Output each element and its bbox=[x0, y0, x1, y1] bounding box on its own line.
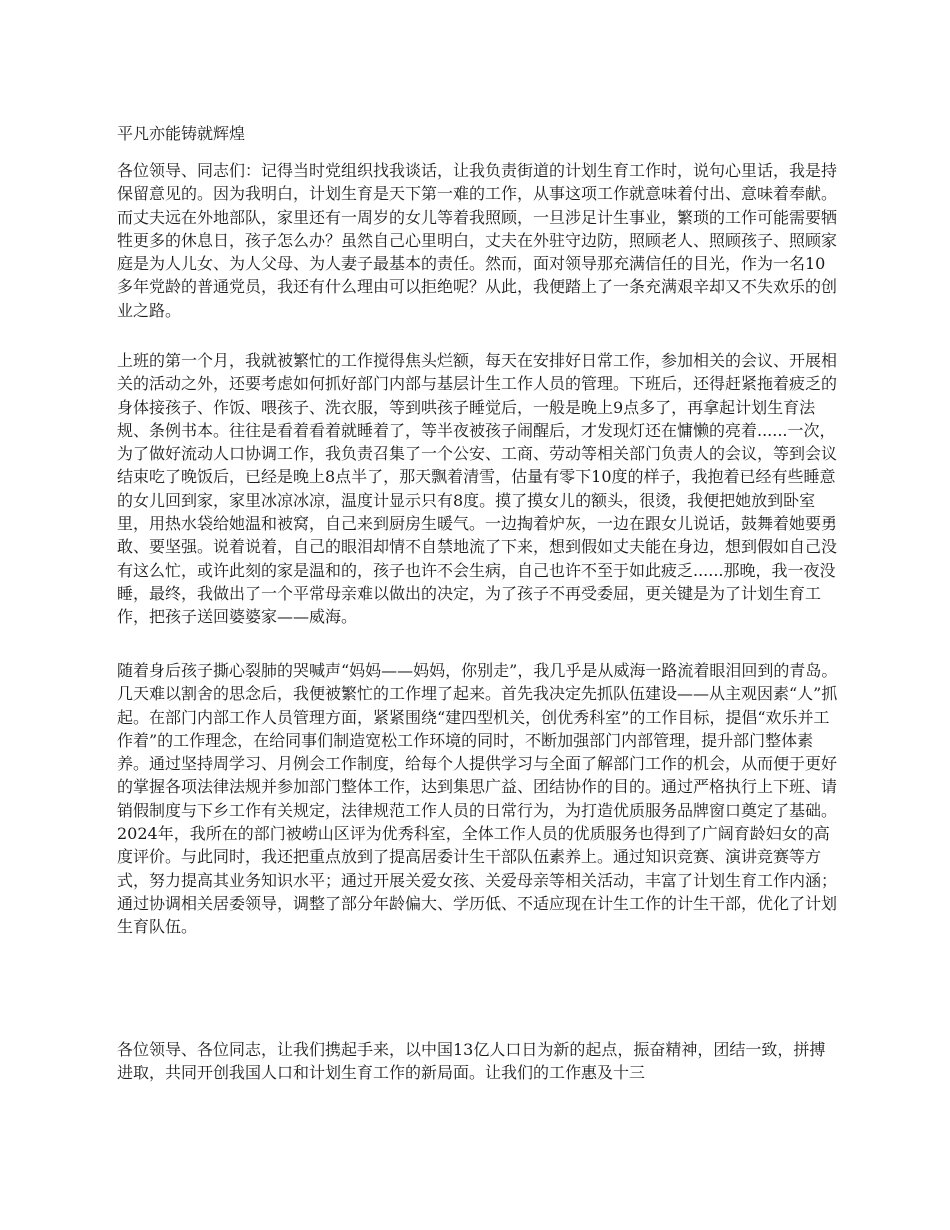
paragraph-closing: 各位领导、各位同志，让我们携起手来，以中国13亿人口日为新的起点，振奋精神，团结一致，拼搏进取，共同开创我国人口和计划生育工作的新局面。让我们的工作惠及十三 bbox=[117, 1040, 826, 1083]
paragraph-first-month: 上班的第一个月，我就被繁忙的工作搅得焦头烂额，每天在安排好日常工作，参加相关的会议、开展相关的活动之外，还要考虑如何抓好部门内部与基层计生工作人员的管理。下班后，还得赶紧拖着疲乏的身体接孩子、作饭、喂孩子、洗衣服，等到哄孩子睡觉后，一般是晚上9点多了，再拿起计划生育法规、条例书本。往往是看着看着就睡着了，等半夜被孩子闹醒后，才发现灯还在慵懒的亮着......一次，为了做好流动人口协调工作，我负责召集了一个公安、工商、劳动等相关部门负责人的会议，等到会议结束吃了晚饭后，已经是晚上8点半了，那天飘着清雪，估量有零下10度的样子，我抱着已经有些睡意的女儿回到家，家里冰凉冰凉，温度计显示只有8度。摸了摸女儿的额头，很烫，我便把她放到卧室里，用热水袋给她温和被窝，自己来到厨房生暖气。一边掏着炉灰，一边在跟女儿说话，鼓舞着她要勇敢、要坚强。说着说着，自己的眼泪却情不自禁地流了下来，想到假如丈夫能在身边，想到假如自己没有这么忙，或许此刻的家是温和的，孩子也许不会生病，自己也许不至于如此疲乏......那晚，我一夜没睡，最终，我做出了一个平常母亲难以做出的决定，为了孩子不再受委屈，更关键是为了计划生育工作，把孩子送回婆婆家——威海。 bbox=[117, 351, 838, 627]
paragraph-opening: 各位领导、同志们：记得当时党组织找我谈话，让我负责街道的计划生育工作时，说句心里话，我是持保留意见的。因为我明白，计划生育是天下第一难的工作，从事这项工作就意味着付出、意味着奉献。而丈夫远在外地部队，家里还有一周岁的女儿等着我照顾，一旦涉足计生事业，繁琐的工作可能需要牺牲更多的休息日，孩子怎么办？虽然自己心里明白，丈夫在外驻守边防，照顾老人、照顾孩子、照顾家庭是为人儿女、为人父母、为人妻子最基本的责任。然而，面对领导那充满信任的目光，作为一名10多年党龄的普通党员，我还有什么理由可以拒绝呢？从此，我便踏上了一条充满艰辛却又不失欢乐的创业之路。 bbox=[117, 161, 838, 320]
document-title: 平凡亦能铸就辉煌 bbox=[117, 124, 246, 143]
paragraph-team-building: 随着身后孩子撕心裂肺的哭喊声“妈妈——妈妈，你别走”，我几乎是从威海一路流着眼泪回到的青岛。几天难以割舍的思念后，我便被繁忙的工作埋了起来。首先我决定先抓队伍建设——从主观因素“人”抓起。在部门内部工作人员管理方面，紧紧围绕“建四型机关，创优秀科室”的工作目标，提倡“欢乐并工作着”的工作理念，在给同事们制造宽松工作环境的同时，不断加强部门内部管理，提升部门整体素养。通过坚持周学习、月例会工作制度，给每个人提供学习与全面了解部门工作的机会，从而便于更好的掌握各项法律法规并参加部门整体工作，达到集思广益、团结协作的目的。通过严格执行上下班、请销假制度与下乡工作有关规定，法律规范工作人员的日常行为，为打造优质服务品牌窗口奠定了基础。2024年，我所在的部门被崂山区评为优秀科室，全体工作人员的优质服务也得到了广阔育龄妇女的高度评价。与此同时，我还把重点放到了提高居委计生干部队伍素养上。通过知识竞赛、演讲竞赛等方式，努力提高其业务知识水平；通过开展关爱女孩、关爱母亲等相关活动，丰富了计划生育工作内涵；通过协调相关居委领导，调整了部分年龄偏大、学历低、不适应现在计生工作的计生干部，优化了计划生育队伍。 bbox=[117, 661, 838, 937]
